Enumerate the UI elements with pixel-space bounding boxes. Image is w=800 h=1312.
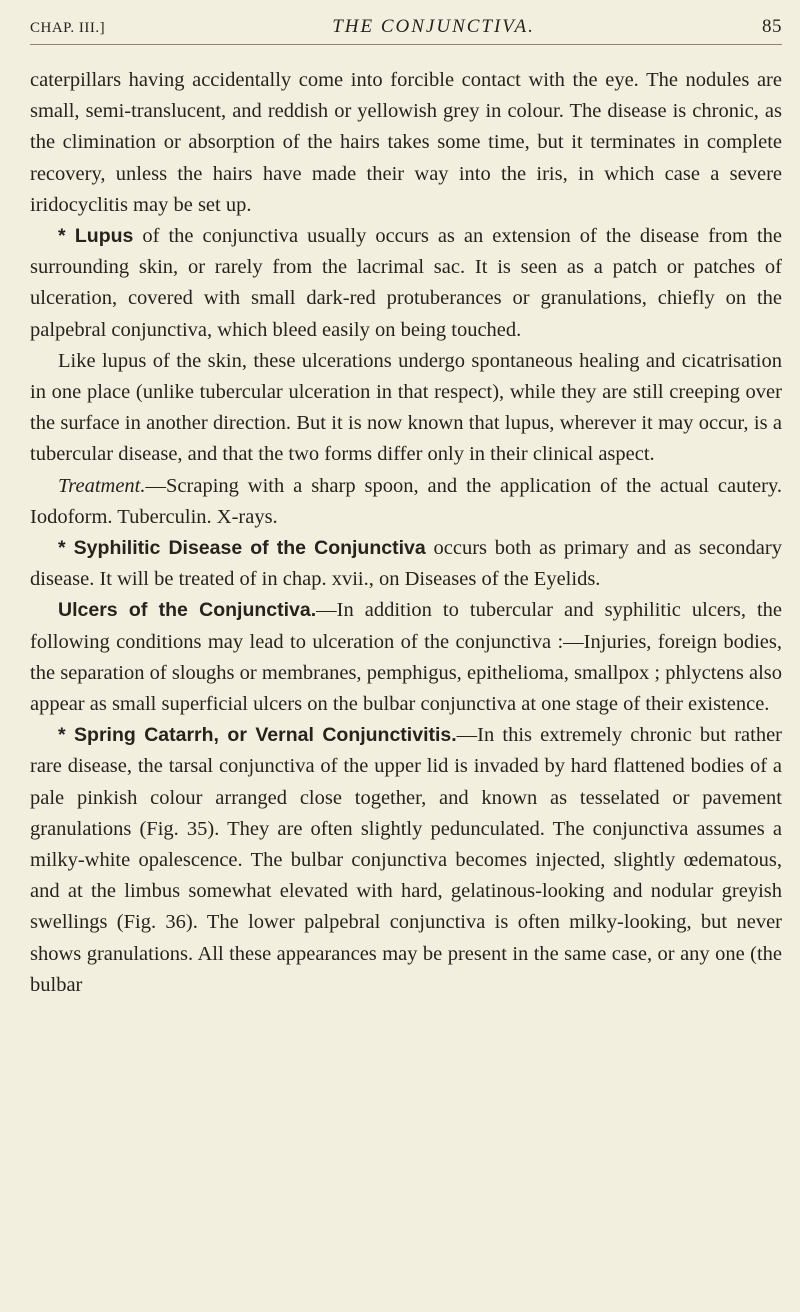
paragraph-text: of the conjunctiva usually occurs as an extension of the disease from the surrounding skin, or rarely from the lacrimal sac. It is seen as a patch or patches of ulceration, covered with small dark-red protuberances or granulations, chiefly on the palpebral conjunctiva, which bleed easily on being touched.: [30, 225, 782, 341]
paragraph-text: Like lupus of the skin, these ulcerations undergo spontaneous healing and cicatrisation in one place (unlike tubercular ulceration in that respect), while they are still creeping over the surface in another direction. But it is now known that lupus, wherever it may occur, is a tubercular disease, and that the two forms differ only in their clinical aspect.: [30, 349, 782, 466]
ulcers-heading: Ulcers of the Conjunctiva.: [58, 599, 317, 622]
paragraph-syphilitic-disease: [30, 533, 782, 595]
paragraph-text: —Scraping with a sharp spoon, and the application of the actual cautery. Iodoform. Tuberculin. X-rays.: [30, 474, 782, 528]
running-head: [30, 16, 782, 45]
page-number: 85: [761, 16, 782, 37]
spring-catarrh-heading: * Spring Catarrh, or Vernal Conjunctivitis.: [58, 724, 457, 747]
body-text: [30, 65, 782, 1001]
paragraph-treatment: [30, 471, 782, 533]
paragraph-spring-catarrh: [30, 720, 782, 1001]
paragraph-ulcers: [30, 595, 782, 720]
lupus-heading: * Lupus: [58, 225, 134, 248]
running-title: THE CONJUNCTIVA.: [332, 16, 535, 37]
paragraph-text: caterpillars having accidentally come into forcible contact with the eye. The nodules are small, semi-translucent, and reddish or yellowish grey in colour. The disease is chronic, as the climination or absorption of the hairs takes some time, but it terminates in complete recovery, unless the hairs have made their way into the iris, in which case a severe iridocyclitis may be set up.: [30, 69, 782, 216]
paragraph-lupus-course: [30, 346, 782, 471]
paragraph-caterpillar-conjunctivitis-end: [30, 65, 782, 221]
syphilitic-heading: * Syphilitic Disease of the Conjunctiva: [58, 537, 426, 560]
chapter-label: CHAP. III.]: [30, 20, 106, 36]
paragraph-text: —In this extremely chronic but rather rare disease, the tarsal conjunctiva of the upper lid is invaded by hard flattened bodies of a pale pinkish colour arranged close together, and known as tesselated or pavement granulations (Fig. 35). They are often slightly pedunculated. The conjunctiva assumes a milky-white opalescence. The bulbar conjunctiva becomes injected, slightly œdematous, and at the limbus somewhat elevated with hard, gelatinous-looking and nodular greyish swellings (Fig. 36). The lower palpebral conjunctiva is often milky-looking, but never shows granulations. All these appearances may be present in the same case, or any one (the bulbar: [30, 724, 783, 996]
treatment-heading: Treatment.: [58, 474, 146, 497]
paragraph-text: occurs both as primary and as secondary disease. It will be treated of in chap. xvii., on Diseases of the Eyelids.: [30, 537, 782, 591]
paragraph-text: —In addition to tubercular and syphilitic ulcers, the following conditions may lead to ulceration of the conjunctiva :—Injuries, foreign bodies, the separation of sloughs or membranes, pemphigus, epithelioma, smallpox ; phlyctens also appear as small superficial ulcers on the bulbar conjunctiva at one stage of their existence.: [30, 599, 782, 716]
paragraph-lupus: [30, 221, 782, 346]
